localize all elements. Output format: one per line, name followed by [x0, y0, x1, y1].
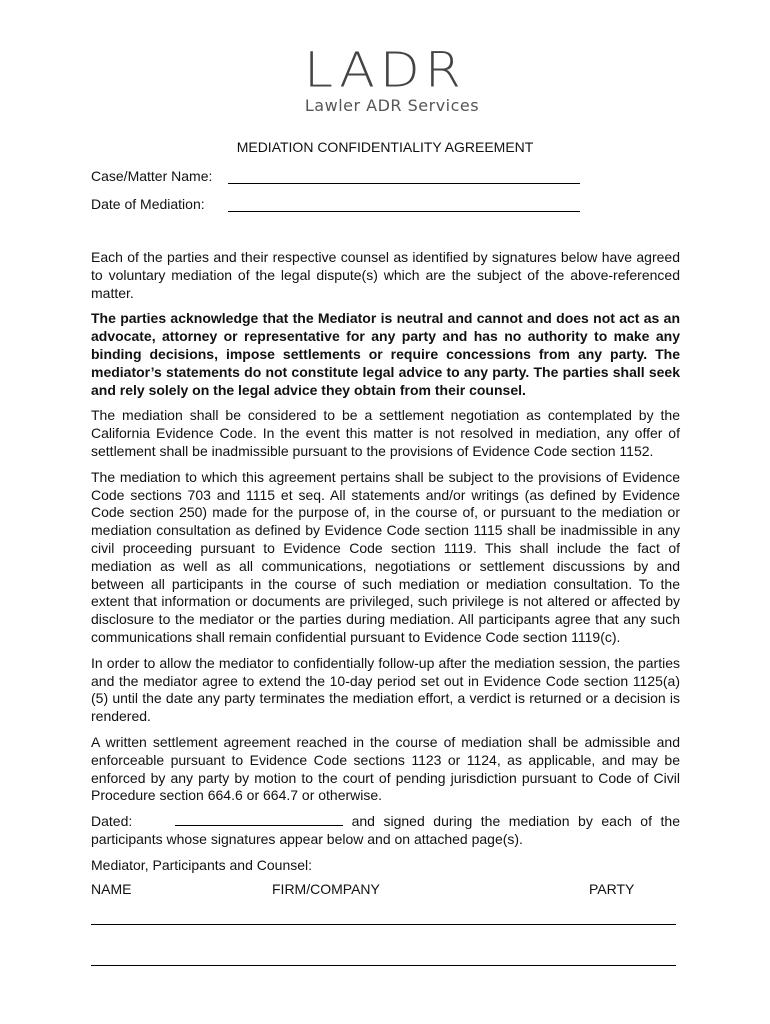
signature-line[interactable]	[91, 924, 676, 925]
agreement-body	[91, 249, 680, 883]
company-logo	[0, 44, 770, 115]
paragraph-written-agreement: A written settlement agreement reached in the course of mediation shall be admissible and enforceable pursuant to Evidence Code sections 1123 or 1124, as applicable, and may be enforced by any party by motion to the court of pending jurisdiction pursuant to Code of Civil Procedure section 664.6 or 664.7 or otherwise.	[91, 733, 680, 804]
paragraph-dated	[91, 813, 680, 849]
case-matter-label: Case/Matter Name:	[91, 168, 213, 184]
paragraph-parties: Each of the parties and their respective counsel as identified by signatures below have agreed to voluntary mediation of the legal dispute(s) which are the subject of the above-referenced matter.	[91, 249, 680, 301]
dated-suffix: and signed during the mediation by each of the participants whose signatures appear below and on attached page(s).	[91, 813, 681, 847]
paragraph-evidence-code: The mediation to which this agreement pertains shall be subject to the provisions of Evidence Code sections 703 and 1115 et seq. All statements and/or writings (as defined by Evidence Code section 250) made for the purpose of, in the course of, or pursuant to the mediation or mediation consultation as defined by Evidence Code section 1115 shall be inadmissible in any civil proceeding pursuant to Evidence Code section 1119. This shall include the fact of mediation as well as all communications, negotiations or settlement discussions by and between all participants in the course of such mediation or mediation consultation. To the extent that information or documents are privileged, such privilege is not altered or affected by disclosure to the mediator or the parties during mediation. All participants agree that any such communications shall remain confidential pursuant to Evidence Code section 1119(c).	[91, 468, 680, 645]
document-title: MEDIATION CONFIDENTIALITY AGREEMENT	[236, 139, 534, 155]
dated-line[interactable]	[175, 813, 343, 826]
signers-heading: Mediator, Participants and Counsel:	[91, 856, 313, 873]
column-name: NAME	[91, 881, 132, 897]
logo-mark: LADR	[304, 43, 466, 99]
paragraph-follow-up: In order to allow the mediator to confidentially follow-up after the mediation session, the parties and the mediator agree to extend the 10-day period set out in Evidence Code section 1125(a)(5) until the date any party terminates the mediation effort, a verdict is returned or a decision is rendered.	[91, 654, 680, 725]
column-firm: FIRM/COMPANY	[272, 881, 380, 897]
date-of-mediation-line[interactable]	[228, 211, 580, 212]
paragraph-mediator-neutral: The parties acknowledge that the Mediator is neutral and cannot and does not act as an advocate, attorney or representative for any party and has no authority to make any binding decisions, impose settlements or require concessions from any party. The mediator’s statements do not constitute legal advice to any party. The parties shall seek and rely solely on the legal advice they obtain from their counsel.	[91, 310, 680, 398]
case-matter-line[interactable]	[228, 183, 580, 184]
paragraph-settlement-negotiation: The mediation shall be considered to be a settlement negotiation as contemplated by the California Evidence Code. In the event this matter is not resolved in mediation, any offer of settlement shall be inadmissible pursuant to the provisions of Evidence Code section 1152.	[91, 407, 680, 459]
signature-line[interactable]	[91, 965, 676, 966]
logo-subtitle: Lawler ADR Services	[304, 96, 480, 115]
date-of-mediation-label: Date of Mediation:	[91, 196, 205, 212]
dated-label: Dated:	[91, 813, 133, 830]
column-party: PARTY	[589, 881, 635, 897]
